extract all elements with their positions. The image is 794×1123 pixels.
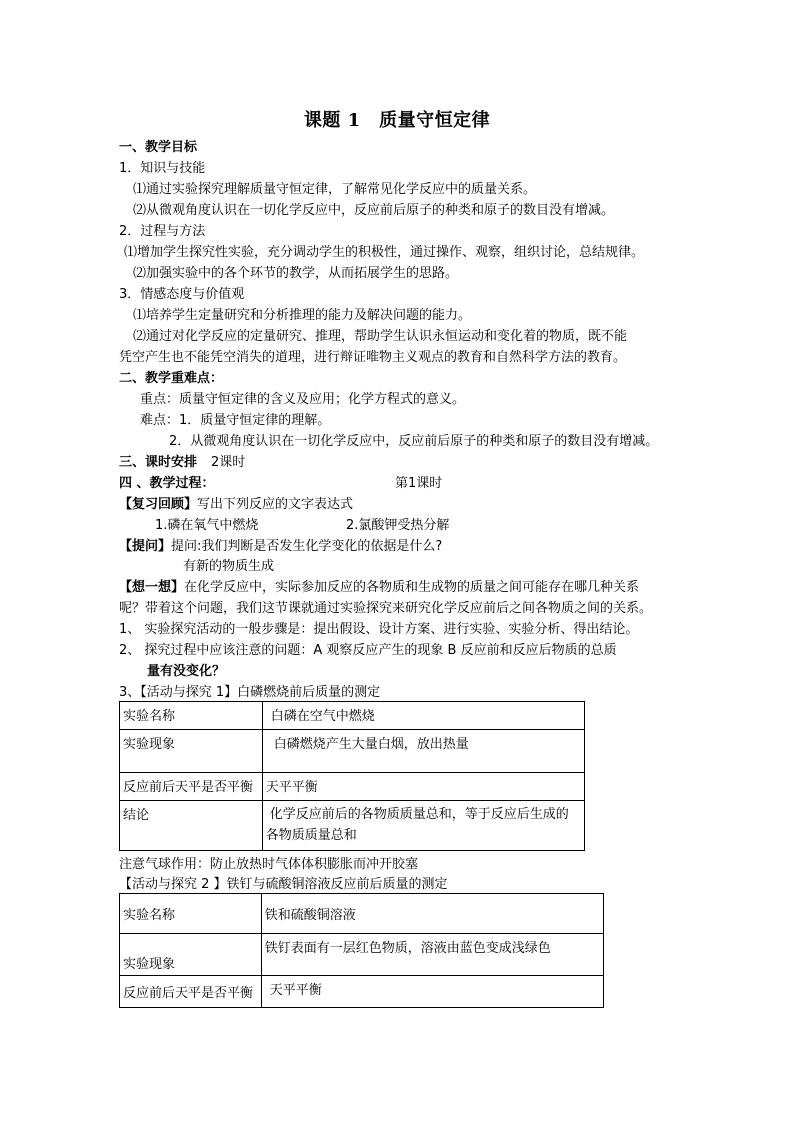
table-cell-value: 白磷燃烧产生大量白烟，放出热量	[262, 730, 584, 773]
schedule-value: 2课时	[211, 455, 246, 470]
section-heading-goals: 一、教学目标	[119, 140, 198, 155]
table-cell-value: 天平平衡	[261, 976, 603, 1008]
goal-attitude-item-1: ⑴培养学生定量研究和分析推理的能力及解决问题的能力。	[133, 308, 472, 323]
goal-knowledge-item-1: ⑴通过实验探究理解质量守恒定律，了解常见化学反应中的质量关系。	[133, 182, 537, 197]
activity-2-heading: 【活动与探究 2 】铁钉与硫酸铜溶液反应前后质量的测定	[119, 877, 448, 892]
key-point: 重点：质量守恒定律的含义及应用；化学方程式的意义。	[140, 392, 466, 407]
table-cell-value: 铁钉表面有一层红色物质，溶液由蓝色变成浅绿色	[261, 934, 603, 976]
procedure-step-2: 2、 探究过程中应该注意的问题：A 观察反应产生的现象 B 反应前和反应后物质的总质	[119, 643, 617, 658]
table-cell-label: 实验名称	[120, 702, 263, 730]
schedule-line	[119, 455, 245, 471]
review-item-2: 2.氯酸钾受热分解	[346, 518, 450, 533]
table-cell-value: 天平平衡	[262, 773, 584, 801]
table-row	[120, 730, 585, 773]
table-cell-value: 铁和硫酸铜溶液	[261, 894, 603, 934]
procedure-step-1: 1、 实验探究活动的一般步骤是：提出假设、设计方案、进行实验、实验分析、得出结论。	[119, 622, 639, 637]
table-cell-label: 实验现象	[120, 934, 262, 976]
table-cell-value: 白磷在空气中燃烧	[262, 702, 584, 730]
page-title: 课题 1 质量守恒定律	[303, 110, 491, 131]
table-row	[120, 801, 585, 851]
think-text-2: 呢？带着这个问题，我们这节课就通过实验探究来研究化学反应前后之间各物质之间的关系。	[119, 601, 653, 616]
goal-knowledge-heading: 1．知识与技能	[119, 161, 206, 176]
procedure-step-2-cont: 量有没变化？	[147, 664, 226, 679]
goal-knowledge-item-2: ⑵从微观角度认识在一切化学反应中，反应前后原子的种类和原子的数目没有增减。	[133, 203, 615, 218]
review-line	[119, 497, 353, 513]
review-item-1: 1.磷在氧气中燃烧	[155, 518, 259, 533]
difficulty-2: 2．从微观角度认识在一切化学反应中，反应前后原子的种类和原子的数目没有增减。	[169, 434, 659, 449]
table-cell-label: 实验名称	[120, 894, 262, 934]
question-label: 【提问】	[119, 539, 172, 554]
table-row	[120, 894, 604, 934]
section-heading-key-points: 二、教学重难点：	[119, 371, 224, 386]
goal-process-item-1: ⑴增加学生探究性实验，充分调动学生的积极性，通过操作、观察，组织讨论，总结规律。	[124, 245, 645, 260]
question-answer: 有新的物质生成	[183, 559, 275, 574]
balloon-note: 注意气球作用：防止放热时气体体积膨胀而冲开胶塞	[119, 857, 419, 872]
table-cell-label: 结论	[120, 801, 263, 851]
review-label: 【复习回顾】	[119, 497, 198, 512]
lesson-number: 第1课时	[395, 476, 443, 491]
experiment-table-2	[119, 893, 604, 1008]
section-heading-process: 四 、教学过程：	[119, 476, 215, 491]
conclusion-text-1: 化学反应前后的各物质质量总和，等于反应后生成的	[269, 807, 569, 822]
goal-process-item-2: ⑵加强实验中的各个环节的教学，从而拓展学生的思路。	[133, 266, 459, 281]
section-heading-schedule: 三、课时安排	[119, 455, 198, 470]
activity-1-heading: 3、【活动与探究 1】白磷燃烧前后质量的测定	[119, 685, 381, 700]
table-row	[120, 773, 585, 801]
conclusion-text-2: 各物质质量总和	[265, 828, 357, 843]
question-line	[119, 539, 442, 555]
review-text: 写出下列反应的文字表达式	[197, 497, 354, 512]
goal-process-heading: 2．过程与方法	[119, 224, 206, 239]
table-cell-label: 反应前后天平是否平衡	[120, 773, 263, 801]
table-cell-label: 实验现象	[120, 730, 263, 773]
table-cell-value	[262, 801, 584, 851]
goal-attitude-item-2: ⑵通过对化学反应的定量研究、推理，帮助学生认识永恒运动和变化着的物质，既不能	[133, 329, 628, 344]
goal-attitude-item-2-cont: 凭空产生也不能凭空消失的道理，进行辩证唯物主义观点的教育和自然科学方法的教育。	[119, 350, 627, 365]
table-row	[120, 976, 604, 1008]
difficulty-1: 难点：1．质量守恒定律的理解。	[140, 413, 331, 428]
table-row	[120, 702, 585, 730]
think-text-1: 在化学反应中，实际参加反应的各物质和生成物的质量之间可能存在哪几种关系	[184, 580, 640, 595]
experiment-table-1	[119, 701, 585, 851]
goal-attitude-heading: 3．情感态度与价值观	[119, 287, 245, 302]
table-row	[120, 934, 604, 976]
table-cell-label: 反应前后天平是否平衡	[120, 976, 262, 1008]
question-text: 提问:我们判断是否发生化学变化的依据是什么?	[171, 539, 443, 554]
think-line	[119, 580, 639, 596]
think-label: 【想一想】	[119, 580, 185, 595]
